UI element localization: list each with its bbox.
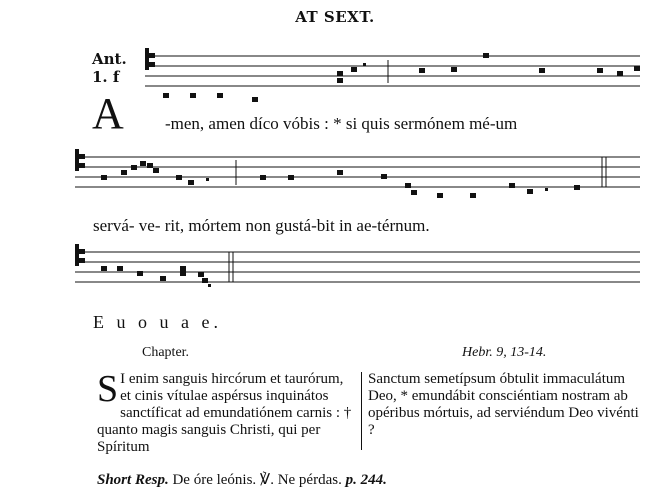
chapter-text-right: Sanctum semetípsum óbtulit immaculátum Deo, * emundábit consciéntiam nostram ab opéribus mórtuis, ad serviéndum Deo vivénti ? bbox=[368, 371, 639, 438]
chapter-text-left bbox=[97, 368, 357, 456]
staff-1 bbox=[145, 56, 640, 86]
lyric-line-1: -men, amen díco vóbis : * si quis sermónem mé-um bbox=[165, 114, 518, 133]
chapter-title: Chapter. bbox=[142, 345, 190, 360]
antiphon-label-ant: Ant. bbox=[92, 50, 127, 68]
staff-3-clef bbox=[75, 244, 85, 266]
staff-3 bbox=[75, 252, 640, 282]
antiphon-label-mode: 1. f bbox=[92, 68, 120, 86]
short-resp-text: De óre leónis. ℣. Ne pérdas. bbox=[172, 472, 342, 488]
staff-2-clef bbox=[75, 149, 85, 171]
staff-3-final-bar bbox=[229, 252, 233, 282]
staff-1-clef bbox=[145, 48, 155, 70]
euouae: E u o u a e. bbox=[93, 312, 222, 332]
chapter-initial: S bbox=[97, 368, 119, 410]
chapter-reference: Hebr. 9, 13-14. bbox=[462, 345, 547, 360]
chapter-left-body: I enim sanguis hircórum et taurórum, et cinis vítulae aspérsus inquinátos sanctíficat ad emundatiónem carnis : † quanto magis sanguis Christi, qui per Spíritum bbox=[97, 371, 352, 455]
lyric-line-2: servá- ve- rit, mórtem non gustá-bit in ae-térnum. bbox=[93, 216, 430, 235]
staff-3-notes bbox=[101, 266, 211, 287]
short-resp-page: p. 244. bbox=[345, 472, 387, 488]
staff-2 bbox=[75, 157, 640, 187]
short-responsory bbox=[97, 470, 387, 489]
staff-1-notes bbox=[163, 53, 640, 102]
staff-2-final-bar bbox=[602, 157, 606, 187]
short-resp-label: Short Resp. bbox=[97, 472, 169, 488]
column-divider bbox=[361, 372, 362, 450]
page-title: AT SEXT. bbox=[295, 8, 375, 26]
antiphon-initial: A bbox=[92, 89, 124, 138]
